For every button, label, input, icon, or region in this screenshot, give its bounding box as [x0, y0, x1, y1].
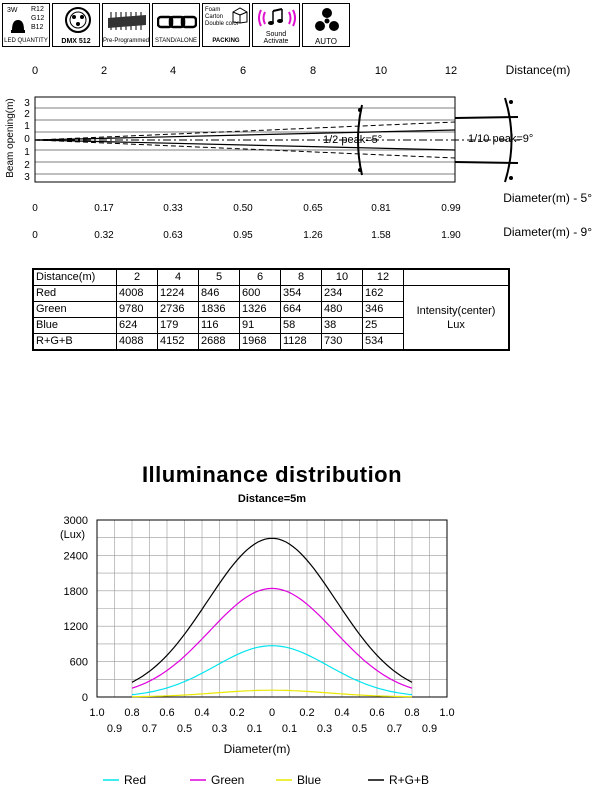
preprogrammed-caption: Pre-Programmed: [103, 38, 150, 44]
diameter5-tick: 0.81: [371, 203, 391, 214]
table-cell: 1326: [240, 302, 281, 318]
x-tick-label-secondary: 0.9: [106, 723, 123, 735]
intensity-side-label: [404, 286, 510, 351]
preprogrammed-icon: [102, 3, 150, 47]
intensity-label: Intensity(center): [416, 304, 496, 317]
led-caption: LED QUANTITY: [4, 38, 48, 44]
table-cell: 25: [363, 318, 404, 334]
distance-tick: 8: [309, 65, 317, 77]
y-tick: 1: [24, 147, 30, 158]
box-icon: [231, 6, 249, 24]
music-note-icon: [256, 6, 298, 30]
beam-ext-bottom: [455, 162, 518, 163]
packing-line3: Double color: [205, 21, 239, 27]
y-tick: 2: [24, 109, 30, 120]
packing-caption: PACKING: [212, 38, 240, 44]
tenth-peak-label: 1/10 peak=9°: [468, 133, 534, 145]
sound-line1: Sound: [265, 31, 287, 38]
table-cell: 480: [322, 302, 363, 318]
auto-mode-icon: [314, 7, 340, 33]
distance-tick: 4: [169, 65, 177, 77]
table-cell: 1224: [158, 286, 199, 302]
y-tick: 3: [24, 172, 30, 183]
illuminance-chart: [0, 505, 600, 794]
table-cell: 234: [322, 286, 363, 302]
beam-diagram: [0, 60, 600, 250]
table-cell: 664: [281, 302, 322, 318]
x-tick-label: 0.8: [124, 707, 140, 719]
table-header-cell: 2: [117, 269, 158, 286]
table-cell: 534: [363, 334, 404, 351]
x-tick-label-secondary: 0.3: [316, 723, 333, 735]
x-tick-label: 0.4: [194, 707, 210, 719]
table-cell: 38: [322, 318, 363, 334]
standalone-icon: [152, 3, 200, 47]
table-header-cell: 6: [240, 269, 281, 286]
x-tick-label: 0.2: [299, 707, 315, 719]
x-tick-label: 0.2: [229, 707, 245, 719]
distance-tick: 2: [100, 65, 108, 77]
standalone-caption: STAND/ALONE: [155, 38, 197, 44]
led-bulb-icon: [9, 16, 27, 34]
x-tick-label: 0.6: [369, 707, 385, 719]
y-tick: 2: [24, 160, 30, 171]
x-tick-label-secondary: 0.7: [386, 723, 403, 735]
y-tick-label: 1200: [63, 621, 88, 634]
diameter9-tick: 0: [32, 230, 38, 241]
x-tick-label-secondary: 0.7: [141, 723, 158, 735]
diameter9-tick: 0.95: [233, 230, 253, 241]
diameter9-label: Diameter(m) - 9°: [503, 225, 592, 239]
x-tick-label: 0.8: [404, 707, 420, 719]
table-cell: 4088: [117, 334, 158, 351]
beam-ext-top: [455, 117, 518, 118]
table-cell: R+G+B: [33, 334, 117, 351]
table-cell: 1128: [281, 334, 322, 351]
x-tick-label: 0.4: [334, 707, 350, 719]
y-tick-label: 0: [81, 692, 88, 704]
led-quantity-icon: [2, 3, 50, 47]
table-header-cell: 10: [322, 269, 363, 286]
chain-link-icon: [157, 12, 197, 32]
y-tick-label: 3000: [63, 515, 88, 527]
diameter5-label: Diameter(m) - 5°: [503, 191, 592, 205]
table-cell: 4152: [158, 334, 199, 351]
led-power: 3W: [7, 7, 18, 14]
x-tick-label-secondary: 0.3: [211, 723, 228, 735]
table-cell: 116: [199, 318, 240, 334]
x-tick-label-secondary: 0.5: [351, 723, 368, 735]
led-red-count: R12: [31, 6, 44, 13]
chart-subtitle: Distance=5m: [237, 493, 307, 505]
packing-line2: Carton: [205, 14, 224, 20]
table-cell: Green: [33, 302, 117, 318]
x-tick-label: 0: [268, 707, 276, 719]
x-tick-label: 1.0: [89, 707, 105, 719]
diameter5-tick: 0.99: [441, 203, 461, 214]
diameter9-tick: 1.26: [303, 230, 323, 241]
y-tick-label: 1800: [63, 585, 88, 598]
table-cell: 730: [322, 334, 363, 351]
diameter5-tick: 0.33: [163, 203, 183, 214]
dmx-caption: DMX 512: [61, 38, 91, 45]
beam-y-label: Beam opening(m): [5, 98, 16, 178]
dmx-icon: [52, 3, 100, 47]
diameter9-tick: 1.58: [371, 230, 391, 241]
y-tick-label: 2400: [63, 550, 88, 563]
table-cell: 1836: [199, 302, 240, 318]
diameter5-tick: 0: [32, 203, 38, 214]
y-tick: 1: [24, 121, 30, 132]
table-cell: 354: [281, 286, 322, 302]
distance-tick: 6: [239, 65, 247, 77]
packing-icon: [202, 3, 250, 47]
diameter9-tick: 1.90: [441, 230, 461, 241]
diameter5-tick: 0.65: [303, 203, 323, 214]
y-tick: 3: [24, 98, 30, 109]
y-tick: 0: [24, 134, 30, 145]
x-tick-label-secondary: 0.5: [176, 723, 193, 735]
led-green-count: G12: [31, 15, 45, 22]
table-cell: 4008: [117, 286, 158, 302]
x-tick-label: 0.6: [159, 707, 175, 719]
x-tick-label-secondary: 0.1: [281, 723, 298, 735]
distance-tick: 10: [374, 65, 388, 77]
table-header-row: [33, 269, 509, 286]
legend-label: Red: [124, 773, 147, 787]
distance-tick: 0: [31, 65, 39, 77]
x-axis-label: Diameter(m): [223, 742, 291, 756]
auto-icon: [302, 3, 350, 47]
table-side-header: [404, 269, 510, 286]
distance-tick: 12: [444, 65, 458, 77]
table-cell: 346: [363, 302, 404, 318]
legend-label: R+G+B: [389, 773, 430, 787]
diameter5-tick: 0.50: [233, 203, 253, 214]
table-cell: 179: [158, 318, 199, 334]
chart-title: Illuminance distribution: [141, 462, 403, 487]
x-tick-label: 1.0: [439, 707, 455, 719]
table-cell: 2736: [158, 302, 199, 318]
table-cell: 162: [363, 286, 404, 302]
legend-label: Blue: [297, 773, 322, 787]
y-unit-label: (Lux): [60, 529, 86, 541]
table-header-cell: 4: [158, 269, 199, 286]
chip-icon: [106, 10, 148, 32]
half-peak-label: 1/2 peak=5°: [323, 134, 383, 146]
table-cell: 58: [281, 318, 322, 334]
table-cell: 91: [240, 318, 281, 334]
y-tick-label: 600: [69, 656, 88, 669]
table-cell: 1968: [240, 334, 281, 351]
sound-line2: Activate: [263, 38, 289, 45]
x-tick-label-secondary: 0.1: [246, 723, 263, 735]
diameter9-tick: 0.32: [94, 230, 114, 241]
auto-caption: AUTO: [314, 37, 338, 46]
table-cell: 9780: [117, 302, 158, 318]
distance-label: Distance(m): [505, 63, 571, 77]
legend-label: Green: [211, 773, 245, 787]
table-header-cell: 5: [199, 269, 240, 286]
intensity-table: [32, 268, 510, 351]
table-cell: Red: [33, 286, 117, 302]
x-tick-label-secondary: 0.9: [421, 723, 438, 735]
table-cell: Blue: [33, 318, 117, 334]
xlr-connector-icon: [65, 6, 91, 34]
table-header-cell: 12: [363, 269, 404, 286]
table-row: [33, 286, 509, 302]
diameter5-tick: 0.17: [94, 203, 114, 214]
table-cell: 2688: [199, 334, 240, 351]
table-cell: 624: [117, 318, 158, 334]
table-header-cell: Distance(m): [33, 269, 117, 286]
table-header-cell: 8: [281, 269, 322, 286]
sound-activate-icon: [252, 3, 300, 47]
lux-label: Lux: [447, 318, 465, 331]
led-blue-count: B12: [31, 24, 44, 31]
table-cell: 846: [199, 286, 240, 302]
diameter9-tick: 0.63: [163, 230, 183, 241]
table-cell: 600: [240, 286, 281, 302]
packing-line1: Foam: [205, 7, 221, 13]
